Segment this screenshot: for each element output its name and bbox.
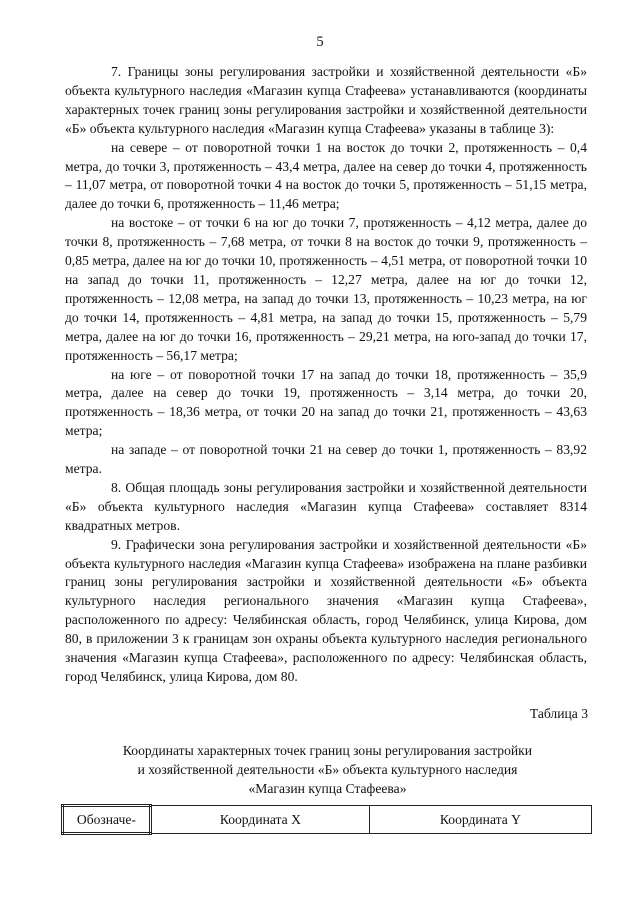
caption-line: Координаты характерных точек границ зоны регулирования застройки [122, 743, 533, 758]
caption-line: и хозяйственной деятельности «Б» объекта культурного наследия [137, 761, 518, 777]
header-designation: Обозначе- [63, 806, 151, 834]
paragraph-7: 7. Границы зоны регулирования застройки и хозяйственной деятельности «Б» объекта культурного наследия «Магазин купца Стафеева» устанавливаются (координаты характерных точек границ зоны регулирования застройки и хозяйственной деятельности «Б» объекта культурного наследия «Магазин купца Стафеева» указаны в таблице 3): [65, 64, 587, 136]
header-coordinate-x: Координата X [150, 806, 369, 834]
table-header-row [63, 806, 592, 834]
paragraph-west: на западе – от поворотной точки 21 на север до точки 1, протяженность – 83,92 метра. [65, 442, 587, 477]
page-number: 5 [316, 34, 324, 50]
paragraph-9: 9. Графически зона регулирования застройки и хозяйственной деятельности «Б» объекта культурного наследия «Магазин купца Стафеева» изображена на плане разбивки границ зоны регулирования застройки и хозяйственной деятельности «Б» объекта культурного наследия регионального значения «Магазин купца Стафеева», расположенного по адресу: Челябинская область, город Челябинск, улица Кирова, дом 80, в приложении 3 к границам зон охраны объекта культурного наследия регионального значения «Магазин купца Стафеева», расположенного по адресу: Челябинская область, город Челябинск, улица Кирова, дом 80. [65, 536, 587, 684]
header-coordinate-y: Координата Y [369, 806, 591, 834]
paragraph-east: на востоке – от точки 6 на юг до точки 7, протяженность – 4,12 метра, далее до точки 8, протяженность – 7,68 метра, от точки 8 на восток до точки 9, протяженность – 0,85 метра, далее на юг до точки 10, протяженность – 4,51 метра, от поворотной точки 10 на запад до точки 11, протяженность – 12,27 метра, далее на юг до точки 12, протяженность – 12,08 метра, на запад до точки 13, протяженность – 10,23 метра, на юг до точки 14, протяженность – 4,81 метра, на запад до точки 15, протяженность – 5,79 метра, далее на юг до точки 16, протяженность – 29,21 метра, на юго-запад до точки 17, протяженность – 56,17 метра; [65, 215, 587, 363]
table-label: Таблица 3 [529, 706, 588, 721]
paragraph-8: 8. Общая площадь зоны регулирования застройки и хозяйственной деятельности «Б» объекта культурного наследия «Магазин купца Стафеева» составляет 8314 квадратных метров. [65, 479, 587, 533]
table-caption [65, 742, 590, 799]
document-body [65, 63, 587, 687]
paragraph-south: на юге – от поворотной точки 17 на запад до точки 18, протяженность – 35,9 метра, далее на север до точки 19, протяженность – 3,14 метра, до точки 20, протяженность – 18,36 метра, от точки 20 на запад до точки 21, протяженность – 43,63 метра; [65, 366, 587, 439]
paragraph-north: на севере – от поворотной точки 1 на восток до точки 2, протяженность – 0,4 метра, до точки 3, протяженность – 43,4 метра, далее на север до точки 4, протяженность – 11,07 метра, от поворотной точки 4 на восток до точки 5, протяженность – 51,15 метра, далее до точки 6, протяженность – 11,46 метра; [65, 139, 587, 212]
coordinates-table [61, 804, 592, 835]
caption-line: «Магазин купца Стафеева» [248, 780, 407, 796]
